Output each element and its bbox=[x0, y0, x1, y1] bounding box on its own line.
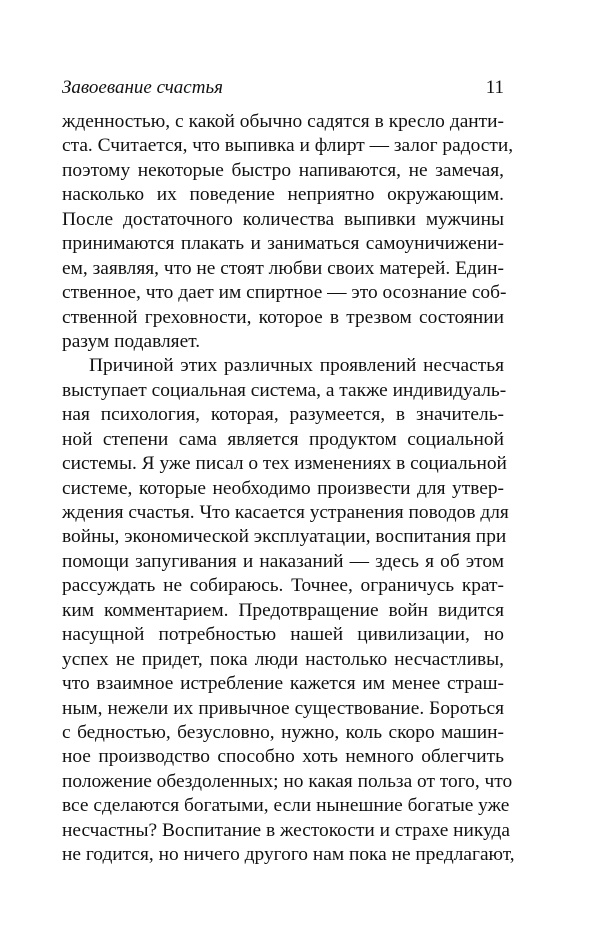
text-line: несчастны? Воспитание в жестокости и страхе никуда bbox=[62, 819, 511, 841]
running-title: Завоевание счастья bbox=[62, 77, 223, 98]
paragraph-2 bbox=[62, 354, 515, 867]
text-line: ное производство способно хоть немного облегчить bbox=[62, 746, 504, 768]
text-line: ная психология, которая, разумеется, в значитель- bbox=[62, 404, 504, 426]
text-line: все сделаются богатыми, если нынешние богатые уже bbox=[62, 795, 510, 817]
text-line: успех не придет, пока люди настолько несчастливы, bbox=[62, 648, 504, 670]
text-line: рассуждать не собираюсь. Точнее, ограничусь крат- bbox=[62, 575, 504, 597]
text-line: насущной потребностью нашей цивилизации, но bbox=[62, 624, 504, 646]
page-number: 11 bbox=[485, 77, 504, 98]
text-line: поэтому некоторые быстро напиваются, не замечая, bbox=[62, 159, 504, 181]
text-line: ственной греховности, которое в трезвом состоянии bbox=[62, 306, 504, 328]
text-line: ждения счастья. Что касается устранения поводов для bbox=[62, 502, 509, 523]
text-line: ста. Считается, что выпивка и флирт — залог радости, bbox=[62, 135, 514, 157]
text-line: принимаются плакать и заниматься самоуничижени- bbox=[62, 233, 504, 255]
text-line: разум подавляет. bbox=[62, 330, 201, 352]
text-line: системе, которые необходимо произвести для утвер- bbox=[62, 477, 504, 499]
text-line: что взаимное истребление кажется им менее страш- bbox=[62, 673, 504, 695]
text-line: помощи запугивания и наказаний — здесь я об этом bbox=[62, 550, 504, 572]
text-line: с бедностью, безусловно, нужно, коль скоро машин- bbox=[62, 721, 504, 743]
text-line: не годится, но ничего другого нам пока не предлагают, bbox=[62, 844, 515, 866]
text-line: Причиной этих различных проявлений несчастья bbox=[89, 355, 504, 377]
page-header bbox=[62, 75, 504, 101]
text-line: ким комментарием. Предотвращение войн видится bbox=[62, 599, 504, 621]
text-line: выступает социальная система, а также индивидуаль- bbox=[62, 379, 507, 401]
paragraph-1 bbox=[62, 110, 514, 354]
text-line: ной степени сама является продуктом социальной bbox=[62, 428, 504, 450]
text-line: ственное, что дает им спиртное — это осознание соб- bbox=[62, 282, 507, 304]
text-line: положение обездоленных; но какая польза от того, что bbox=[62, 770, 513, 792]
text-line: После достаточного количества выпивки мужчины bbox=[62, 208, 504, 230]
text-line: жденностью, с какой обычно садятся в кресло данти- bbox=[62, 111, 504, 132]
text-line: войны, экономической эксплуатации, воспитания при bbox=[62, 526, 507, 548]
body-text bbox=[62, 110, 515, 868]
text-line: ем, заявляя, что не стоят любви своих матерей. Един- bbox=[62, 257, 504, 279]
text-line: системы. Я уже писал о тех изменениях в социальной bbox=[62, 453, 507, 475]
text-line: насколько их поведение неприятно окружающим. bbox=[62, 184, 504, 206]
text-line: ным, нежели их привычное существование. Бороться bbox=[62, 697, 504, 719]
